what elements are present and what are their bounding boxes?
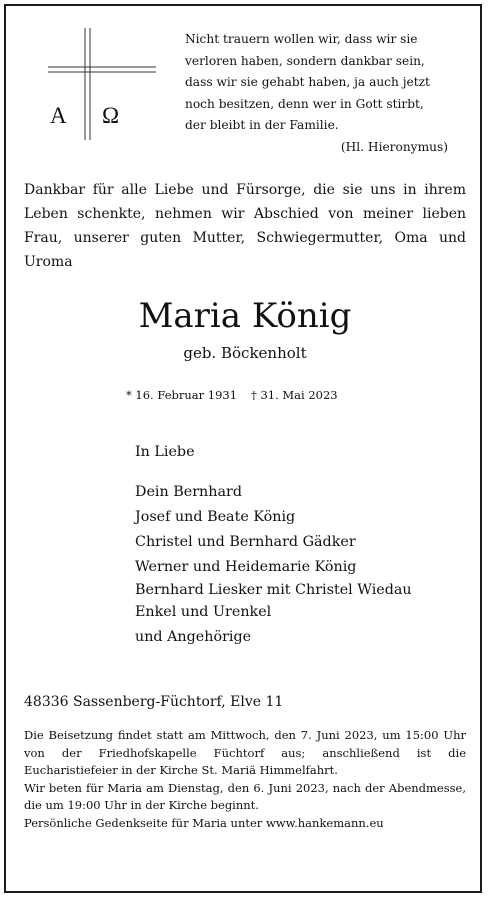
quote-line: verloren haben, sondern dankbar sein, [185,53,425,68]
mourner-name: und Angehörige [135,629,252,645]
birth-date: * 16. Februar 1931 [126,388,238,402]
quote-line: noch besitzen, denn wer in Gott stirbt, [185,96,424,111]
mourners-heading: In Liebe [135,444,195,460]
mourner-name: Josef und Beate König [135,509,296,525]
alpha-symbol: Α [50,103,67,128]
mass-notice: Wir beten für Maria am Dienstag, den 6. Juni 2023, nach der Abendmesse, die um 19:00 Uhr in der Kirche beginnt. [24,780,466,812]
omega-symbol: Ω [102,103,120,128]
birth-name: geb. Böckenholt [183,344,307,362]
mourners-list [135,440,412,650]
quote-line: Nicht trauern wollen wir, dass wir sie [185,32,418,46]
life-dates [126,386,338,404]
deceased-name: Maria König [138,296,352,336]
intro-text: Dankbar für alle Liebe und Fürsorge, die sie uns in ihrem Leben schenkte, nehmen wir Abschied von meiner lieben Frau, unserer guten Mutter, Schwiegermutter, Oma und Uroma [24,182,466,270]
mourner-name: Christel und Bernhard Gädker [135,534,356,550]
funeral-details [24,727,466,832]
mourner-name: Dein Bernhard [135,484,242,500]
quote-author: (Hl. Hieronymus) [340,139,448,154]
quote-line: dass wir sie gehabt haben, ja auch jetzt [185,75,430,89]
family-address: 48336 Sassenberg-Füchtorf, Elve 11 [24,694,284,710]
mourner-name: Bernhard Liesker mit Christel Wiedau [135,582,412,598]
death-date: † 31. Mai 2023 [251,388,338,402]
mourner-name: Werner und Heidemarie König [135,559,357,575]
memorial-quote [185,29,470,158]
mourner-name: Enkel und Urenkel [135,604,272,620]
burial-notice: Die Beisetzung findet statt am Mittwoch, den 7. Juni 2023, um 15:00 Uhr von der Friedhofskapelle Füchtorf aus; anschließend ist die Eucharistiefeier in der Kirche St. Mariä Himmelfahrt. [24,728,466,777]
quote-line: der bleibt in der Familie. [185,118,339,132]
memorial-page-notice: Persönliche Gedenkseite für Maria unter www.hankemann.eu [24,815,384,830]
